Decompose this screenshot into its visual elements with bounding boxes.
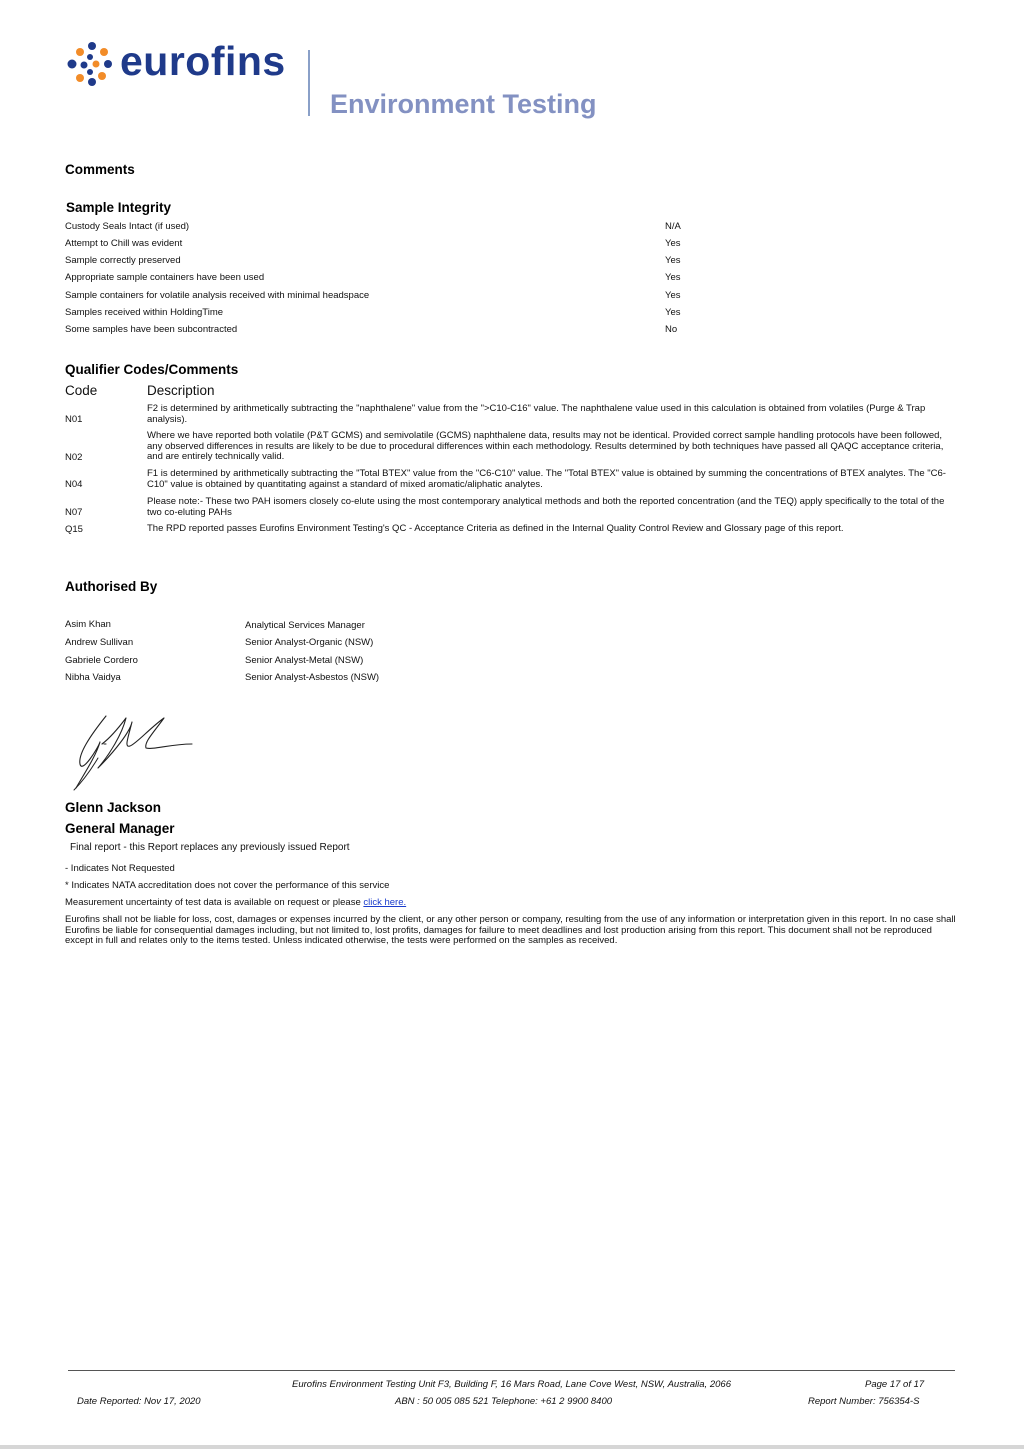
sample-integrity-heading: Sample Integrity (66, 200, 172, 215)
footer-report-number: Report Number: 756354-S (808, 1396, 920, 1407)
authoriser-name: Asim Khan (65, 619, 111, 630)
integrity-value: Yes (665, 238, 681, 249)
qualifier-description: F2 is determined by arithmetically subtracting the "naphthalene" value from the ">C10-C16" value. The naphthalene value used in this calculation is obtained from volatiles (Purge & Trap analysis). (147, 403, 926, 425)
footer-page-number: Page 17 of 17 (865, 1379, 925, 1390)
footer-divider (68, 1370, 955, 1371)
qualifier-description: Please note:- These two PAH isomers closely co-elute using the most contemporary analytical methods and both the reported concentration (and the TEQ) apply specifically to the total of the two co-eluting PAHs (147, 496, 945, 518)
comments-heading: Comments (65, 162, 135, 177)
integrity-value: Yes (665, 307, 681, 318)
authoriser-name: Nibha Vaidya (65, 672, 121, 683)
authoriser-role: Senior Analyst-Metal (NSW) (245, 655, 364, 666)
division-name: Environment Testing (330, 89, 597, 119)
authoriser-role: Analytical Services Manager (245, 620, 365, 631)
integrity-label: Samples received within HoldingTime (65, 307, 224, 318)
code-column-header: Code (65, 383, 98, 398)
brand-name: eurofins (120, 38, 286, 84)
eurofins-logo-icon (64, 40, 112, 88)
integrity-label: Attempt to Chill was evident (65, 238, 183, 249)
integrity-value: Yes (665, 272, 681, 283)
signatory-title: General Manager (65, 821, 175, 836)
qualifier-code: N07 (65, 507, 83, 518)
integrity-value: No (665, 324, 678, 335)
integrity-value: Yes (665, 255, 681, 266)
qualifier-heading: Qualifier Codes/Comments (65, 362, 239, 377)
qualifier-description: Where we have reported both volatile (P&T GCMS) and semivolatile (GCMS) naphthalene data, results may not be identical. Provided correct sample handling protocols have been followed, any observed differences in results are likely to be due to procedural differences within each methodology. Results determined by both techniques have passed all QAQC acceptance criteria, and are entirely technically valid. (147, 430, 944, 462)
qualifier-description: F1 is determined by arithmetically subtracting the "Total BTEX" value from the "C6-C10" value. The "Total BTEX" value is obtained by summing the concentrations of BTEX analytes. The "C6-C10" value is obtained by quantitating against a standard of mixed aromatic/aliphatic analytes. (147, 468, 946, 490)
authoriser-name: Gabriele Cordero (65, 655, 138, 666)
authoriser-name: Andrew Sullivan (65, 637, 134, 648)
authorised-heading: Authorised By (65, 579, 158, 594)
integrity-label: Some samples have been subcontracted (65, 324, 238, 335)
final-report-note: Final report - this Report replaces any previously issued Report (70, 842, 350, 853)
integrity-label: Custody Seals Intact (if used) (65, 221, 190, 232)
authoriser-role: Senior Analyst-Organic (NSW) (245, 637, 374, 648)
footer-abn: ABN : 50 005 085 521 Telephone: +61 2 9900 8400 (395, 1396, 613, 1407)
integrity-value: N/A (665, 221, 681, 232)
header-divider (308, 50, 310, 116)
integrity-label: Appropriate sample containers have been used (65, 272, 265, 283)
qualifier-code: N02 (65, 452, 83, 463)
page-bottom-edge (0, 1445, 1024, 1449)
qualifier-description: The RPD reported passes Eurofins Environment Testing's QC - Acceptance Criteria as defined in the Internal Quality Control Review and Glossary page of this report. (147, 523, 844, 534)
nata-note: * Indicates NATA accreditation does not cover the performance of this service (65, 880, 390, 891)
uncertainty-note (65, 897, 406, 908)
liability-disclaimer: Eurofins shall not be liable for loss, cost, damages or expenses incurred by the client, or any other person or company, resulting from the use of any information or interpretation given in this report. In no case shall Eurofins be liable for consequential damages including, but not limited to, lost profits, damages for failure to meet deadlines and lost production arising from this report. This document shall not be reproduced except in full and relates only to the items tested. Unless indicated otherwise, the tests were performed on the samples as received. (65, 914, 956, 946)
signatory-name: Glenn Jackson (65, 800, 162, 815)
description-column-header: Description (147, 383, 215, 398)
click-here-link[interactable]: click here. (363, 897, 407, 908)
integrity-value: Yes (665, 290, 681, 301)
footer-date-reported: Date Reported: Nov 17, 2020 (77, 1396, 201, 1407)
authoriser-role: Senior Analyst-Asbestos (NSW) (245, 672, 380, 683)
qualifier-code: Q15 (65, 524, 83, 535)
qualifier-code: N01 (65, 414, 83, 425)
qualifier-code: N04 (65, 479, 83, 490)
uncertainty-text: Measurement uncertainty of test data is available on request or please (65, 897, 361, 908)
integrity-label: Sample containers for volatile analysis received with minimal headspace (65, 290, 370, 301)
footer-address: Eurofins Environment Testing Unit F3, Building F, 16 Mars Road, Lane Cove West, NSW, Australia, 2066 (292, 1379, 731, 1390)
signature-image (70, 708, 200, 794)
not-requested-note: - Indicates Not Requested (65, 863, 175, 874)
integrity-label: Sample correctly preserved (65, 255, 181, 266)
